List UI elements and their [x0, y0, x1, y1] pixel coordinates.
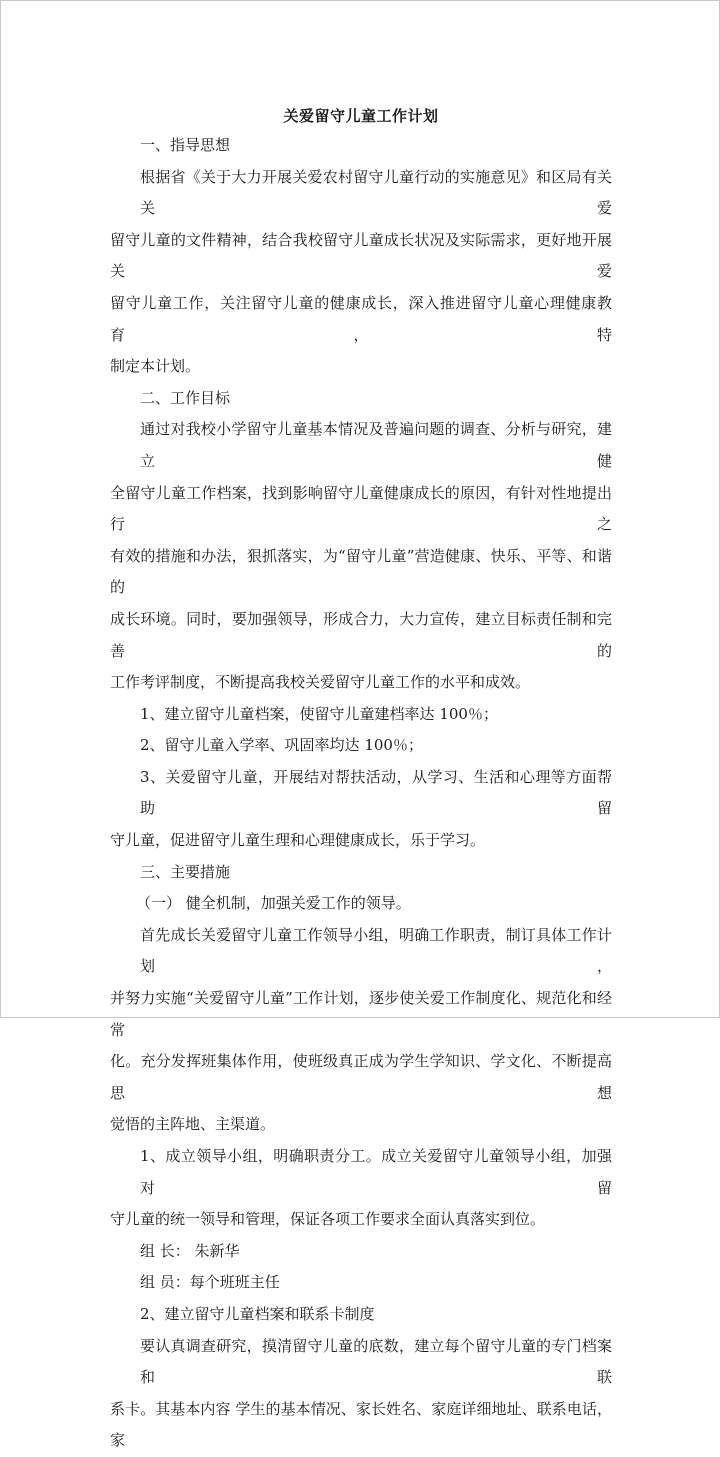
team-members-line: 组 员：每个班班主任: [140, 1273, 280, 1292]
subsection-heading: （一） 健全机制，加强关爱工作的领导。: [136, 894, 411, 913]
list-item: 2、建立留守儿童档案和联系卡制度: [140, 1304, 375, 1323]
paragraph-line: 化。充分发挥班集体作用，使班级真正成为学生学知识、学文化、不断提高思想: [110, 1052, 612, 1102]
paragraph-line: 制定本计划。: [110, 357, 201, 376]
paragraph-line: 系卡。其基本内容 学生的基本情况、家长姓名、家庭详细地址、联系电话，家: [110, 1399, 612, 1450]
list-item: 1、成立领导小组，明确职责分工。成立关爱留守儿童领导小组，加强对留: [140, 1147, 612, 1197]
paragraph-line: 觉悟的主阵地、主渠道。: [110, 1115, 276, 1134]
paragraph-line: 首先成长关爱留守儿童工作领导小组，明确工作职责，制订具体工作计划，: [140, 925, 612, 976]
paragraph-line: 通过对我校小学留守儿童基本情况及普遍问题的调查、分析与研究，建立健: [140, 420, 612, 470]
section-heading-main-measures: 三、主要措施: [140, 862, 231, 881]
paragraph-line: 留守儿童工作，关注留守儿童的健康成长，深入推进留守儿童心理健康教育，特: [110, 293, 612, 344]
paragraph-line: 并努力实施“关爱留守儿童”工作计划，逐步使关爱工作制度化、规范化和经常: [110, 989, 612, 1039]
paragraph-line: 留守儿童的文件精神，结合我校留守儿童成长状况及实际需求，更好地开展关爱: [110, 230, 612, 281]
paragraph-line: 守儿童，促进留守儿童生理和心理健康成长，乐于学习。: [110, 831, 486, 850]
paragraph-line: 工作考评制度，不断提高我校关爱留守儿童工作的水平和成效。: [110, 673, 531, 692]
document-title: 关爱留守儿童工作计划: [283, 107, 439, 125]
list-item: 1、建立留守儿童档案，使留守儿童建档率达 100％；: [140, 704, 498, 723]
paragraph-line: 成长环境。同时，要加强领导，形成合力，大力宣传，建立目标责任制和完善的: [110, 609, 612, 660]
list-item: 3、关爱留守儿童，开展结对帮扶活动，从学习、生活和心理等方面帮助留: [140, 767, 612, 818]
team-leader-line: 组 长： 朱新华: [140, 1241, 240, 1260]
paragraph-line: 守儿童的统一领导和管理，保证各项工作要求全面认真落实到位。: [110, 1210, 546, 1229]
section-heading-guiding-ideology: 一、指导思想: [140, 136, 231, 154]
list-item: 2、留守儿童入学率、巩固率均达 100％；: [140, 736, 423, 755]
paragraph-line: 有效的措施和办法，狠抓落实，为“留守儿童”营造健康、快乐、平等、和谐的: [110, 546, 612, 597]
section-heading-work-goals: 二、工作目标: [140, 388, 231, 407]
paragraph-line: 根据省《关于大力开展关爱农村留守儿童行动的实施意见》和区局有关关爱: [140, 167, 612, 218]
paragraph-line: 要认真调查研究，摸清留守儿童的底数，建立每个留守儿童的专门档案和联: [140, 1336, 612, 1387]
paragraph-line: 全留守儿童工作档案，找到影响留守儿童健康成长的原因，有针对性地提出行之: [110, 483, 612, 534]
document-body: [110, 102, 612, 1457]
